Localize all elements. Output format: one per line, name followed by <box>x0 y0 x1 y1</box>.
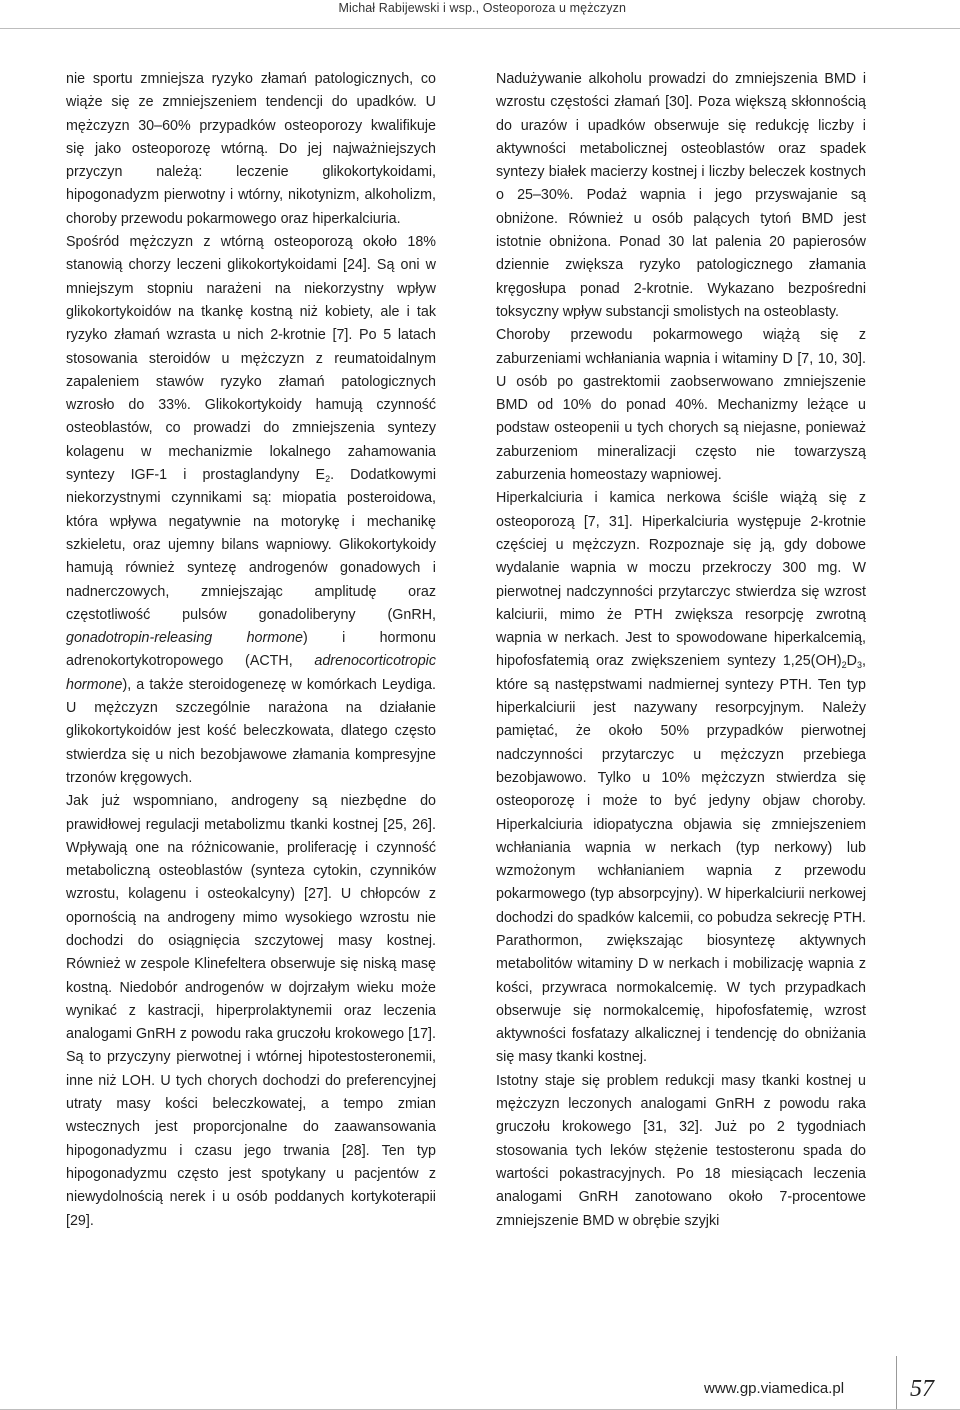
paragraph: Choroby przewodu pokarmowego wiążą się z zaburzeniami wchłaniania wapnia i witaminy D [7, 10, 30]. U osób po gastrektomii zaobserwowano zmniejszenie BMD od 10% do ponad 40%. Mechanizmy leżące u podstaw osteopenii u tych chorych są niejasne, ponieważ zaburzeniom mineralizacji często nie towarzyszą zaburzenia homeostazy wapniowej. <box>496 327 866 484</box>
paragraph: Istotny staje się problem redukcji masy tkanki kostnej u mężczyzn leczonych analogami GnRH z powodu raka gruczołu krokowego [31, 32]. Już po 2 tygodniach stosowania tych leków stężenie testosteronu spada do wartości pokastracyjnych. Po 18 miesiącach leczenia analogami GnRH zanotowano około 7-procentowe zmniejszenie BMD w obrębie szyjki <box>496 1072 866 1229</box>
paragraph: Jak już wspomniano, androgeny są niezbędne do prawidłowej regulacji metabolizmu tkanki kostnej [25, 26]. Wpływają one na różnicowanie, proliferację i czynność metaboliczną osteoblastów (synteza cytokin, czynników wzrostu, kolagenu i osteokalcyny) [27]. U chłopców z opornością na androgeny mimo wysokiego wzrostu nie dochodzi do osiągnięcia szczytowej masy kostnej. Również w zespole Klinefeltera obserwuje się niską masę kostną. Niedobór androgenów w dojrzałym wieku może wynikać z kastracji, hiperprolaktynemii oraz leczenia analogami GnRH z powodu raka gruczołu krokowego [17]. Są to przyczyny pierwotnej i wtórnej hipotestosteronemii, inne niż LOH. U tych chorych dochodzi do preferencyjnej utraty masy kości beleczkowatej, a tempo zmian wstecznych jest proporcjonalne do zaawansowania hipogonadyzmu i czasu jego trwania [28]. Ten typ hipogonadyzmu często jest spotykany u pacjentów z niewydolnością nerek i u osób poddanych kortykoterapii [29]. <box>66 793 436 1229</box>
paragraph: nie sportu zmniejsza ryzyko złamań patologicznych, co wiąże się ze zmniejszeniem tendencji do upadków. U mężczyzn 30–60% przypadków osteoporozy kwalifikuje się jako osteoporozę wtórną. Do jej najważniejszych przyczyn należą: leczenie glikokortykoidami, hipogonadyzm pierwotny i wtórny, nikotynizm, alkoholizm, choroby przewodu pokarmowego oraz hiperkalciuria. <box>66 71 436 227</box>
page-number: 57 <box>910 1376 934 1402</box>
footer-divider <box>896 1356 897 1410</box>
running-title: Michał Rabijewski i wsp., Osteoporoza u mężczyzn <box>338 1 626 15</box>
paragraph: Nadużywanie alkoholu prowadzi do zmniejszenia BMD i wzrostu częstości złamań [30]. Poza większą skłonnością do urazów i upadków obserwuje się redukcję liczby i aktywności metabolicznej osteoblastów oraz spadek syntezy białek macierzy kostnej i liczby beleczek kostnych o 25–30%. Podaż wapnia i jego przyswajanie są obniżone. Również u osób palących tytoń BMD jest istotnie obniżona. Ponad 30 lat palenia 20 papierosów dziennie zwiększa ryzyko patologicznego złamania kręgosłupa ponad 2-krotnie. Wykazano bezpośredni toksyczny wpływ substancji smolistych na osteoblasty. <box>496 71 866 320</box>
paragraph: Spośród mężczyzn z wtórną osteoporozą około 18% stanowią chorzy leczeni glikokortykoidami [24]. Są oni w mniejszym stopniu narażeni na niekorzystny wpływ glikokortykoidów na tkankę kostną niż kobiety, ale i tak ryzyko złamań wzrasta u nich 2-krotnie [7]. Po 5 latach stosowania steroidów u mężczyzn z reumatoidalnym zapaleniem stawów ryzyko złamań patologicznych wzrosło do 33%. Glikokortykoidy hamują czynność osteoblastów, co prowadzi do zmniejszenia syntezy kolagenu w mechanizmie lokalnego zahamowania syntezy IGF-1 i prostaglandyny $E_2$. Dodatkowymi niekorzystnymi czynnikami są: miopatia posteroidowa, która wpływa negatywnie na motorykę i mechanikę szkieletu, oraz ujemny bilans wapniowy. Glikokortykoidy hamują również syntezę androgenów gonadowych i nadnerczowych, zmniejszając amplitudę oraz częstotliwość pulsów gonadoliberyny (GnRH, gonadotropin-releasing hormone) i hormonu adrenokortykotropowego (ACTH, adrenocorticotropic hormone), a także steroidogenezę w komórkach Leydiga. U mężczyzn szczególnie narażona na działanie glikokortykoidów jest kość beleczkowata, dlatego często stwierdza się u nich bezobjawowe złamania kompresyjne trzonów kręgowych. <box>66 234 436 786</box>
running-header <box>0 0 960 29</box>
paragraph: Hiperkalciuria i kamica nerkowa ściśle wiążą się z osteoporozą [7, 31]. Hiperkalciuria występuje 2-krotnie częściej u mężczyzn. Rozpoznaje się ją, gdy dobowe wydalanie wapnia w moczu przekroczy 300 mg. W pierwotnej nadczynności przytarczyc stwierdza się wzrost kalciurii, mimo że PTH zwiększa resorpcję zwrotną wapnia w nerkach. Jest to spowodowane hiperkalcemią, hipofosfatemią oraz zwiększeniem syntezy $1,25(OH)_2D_3$, które są następstwami nadmiernej syntezy PTH. Ten typ hiperkalciurii jest nazywany resorpcyjnym. Należy pamiętać, że około 50% przypadków pierwotnej nadczynności przytarczyc u mężczyzn przebiega bezobjawowo. Tylko u 10% mężczyzn stwierdza się osteoporozę i może to być jedyny objaw choroby. Hiperkalciuria idiopatyczna objawia się zmniejszeniem wchłaniania wapnia w nerkach (typ nerkowy) lub wzmożonym wchłanianiem wapnia z przewodu pokarmowego (typ absorpcyjny). W hiperkalciurii nerkowej dochodzi do spadków kalcemii, co pobudza sekrecję PTH. Parathormon, zwiększając biosyntezę aktywnych metabolitów witaminy D w nerkach i mobilizację wapnia z kości, przywraca normokalcemię. W tych przypadkach obserwuje się normokalcemię, hipofosfatemię, wzrost aktywności fosfatazy alkalicznej i tendencję do obniżania się masy tkanki kostnej. <box>496 490 866 1066</box>
left-column <box>66 68 436 1233</box>
journal-url[interactable]: www.gp.viamedica.pl <box>704 1380 845 1397</box>
right-column <box>496 68 866 1233</box>
